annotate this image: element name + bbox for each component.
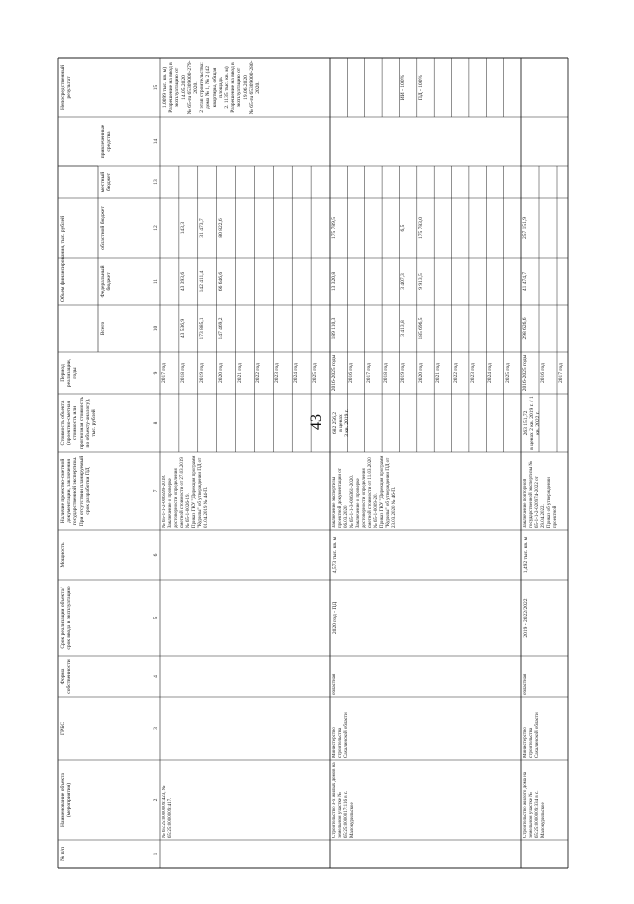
row1-federal: 43 393,6 — [179, 271, 186, 292]
row2-total-label: 2016-2025 годы — [331, 354, 337, 392]
row3-form: областная — [523, 673, 528, 695]
header-col-other: привлеченные средства — [100, 124, 113, 159]
row1-total: 173 885,1 — [198, 317, 205, 340]
row3-capacity: 1,492 тыс. кв. м — [523, 536, 529, 574]
column-number: 9 — [153, 371, 159, 375]
row2-result2: ПД - 100% — [417, 74, 424, 101]
row2-form: областная — [332, 673, 337, 695]
row2-year: 2023 год — [469, 363, 476, 383]
page-number: 43 — [308, 414, 325, 430]
column-number: 8 — [153, 421, 159, 425]
column-number: 10 — [153, 325, 159, 332]
row3-total-regional: 257 151,9 — [522, 217, 528, 239]
row3-period: 2019 - 2022/2022 — [523, 598, 529, 638]
row1-result: 1.0099 тыс. кв. м) Разрешение на ввод в эксплуатацию от 14.05.2020 № 65-ru 65309000-279-2020. 2 этап строительства: дома № 1, № 2 (42 квартиры, общая площадь 2. 1135 тыс. кв. м) Разрешение на ввод в эксплуатацию от 19.06.2020 № 65-ru 65309000-280-2020. — [162, 60, 262, 115]
column-number: 15 — [153, 84, 159, 91]
column-number: 3 — [153, 727, 159, 730]
row2-year: 2019 год — [400, 363, 407, 383]
header-col-regional: областной бюджет — [100, 206, 106, 250]
header-col-capacity: Мощность — [60, 542, 66, 568]
row2-year: 2020 год — [417, 363, 424, 383]
row1-year: 2022 год — [255, 363, 262, 383]
row2-year: 2017 год — [365, 363, 372, 383]
header-col-funding: Объем финансирования, тыс. рублей — [60, 215, 66, 303]
row1-year: 2020 год — [217, 363, 224, 383]
row2-expertise: Заключение экспертизы проектной документации от 06.03.2020 № 65-1-1-3-006361-2020. Заключение о проверке достоверности определения сметной стоимости от 11.03.2020 № 65-1-0009-20. Приказ ГКУ "Дирекция программ "Курилы" об утверждении ПД от 23.03.2020 № 46-П. — [332, 455, 397, 528]
header-col-form: Форма собственности — [60, 659, 73, 694]
row2-period: 2020 год - ПД — [332, 601, 338, 635]
row2-federal: 9 913,5 — [417, 273, 424, 290]
row2-year: 2024 год — [487, 363, 494, 383]
row2-cost: 682 256,2 в ценах 3 кв. 2019 г. — [332, 409, 351, 437]
row2-regional: 175 783,0 — [417, 217, 424, 239]
column-number: 14 — [153, 138, 159, 145]
row2-total: 3 413,8 — [400, 320, 407, 337]
header-col-period: Срок реализации объекта/ срок ввода в эксплуатацию — [60, 586, 73, 650]
header-col-result: Непосредственный результат — [60, 65, 73, 110]
row2-year: 2018 год — [383, 363, 390, 383]
row2-total: 185 696,5 — [417, 317, 424, 340]
row2-year: 2016 год — [348, 363, 355, 383]
row1-year: 2025 год — [312, 363, 319, 383]
row1-total: 147 469,2 — [217, 317, 224, 340]
row1-year: 2017 год — [161, 363, 167, 383]
row3-total: 298 626,6 — [522, 317, 528, 340]
row3-grbs: Министерство строительства Сахалинской области — [523, 712, 540, 758]
row1-federal: 142 411,4 — [198, 270, 205, 293]
row1-total: 43 536,9 — [179, 318, 186, 339]
row1-regional: 31 473,7 — [198, 218, 205, 238]
row1-year: 2021 год — [236, 363, 243, 383]
row2-name: Строительство 3-х жилых домов на земельном участке № 65:25:0000017:116 в с. Малокурильское — [332, 762, 355, 838]
column-number: 12 — [153, 225, 159, 231]
row3-total-federal: 41 474,7 — [522, 271, 528, 292]
row2-total-regional: 175 789,5 — [331, 217, 337, 239]
row2-total-federal: 13 320,8 — [331, 271, 337, 292]
row3-expertise: Заключение повторной государственной экспертизы № 65-1-1-2-020974-2022 от 29.04.2022. Приказ об утверждении проектной — [523, 460, 558, 528]
row3-year: 2016 год — [540, 363, 546, 383]
header-col-local: местный бюджет — [100, 171, 113, 193]
row3-year: 2017 год — [558, 363, 564, 383]
header-col-federal: Федеральный бюджет — [100, 265, 113, 298]
column-number: 11 — [153, 278, 159, 285]
row2-regional: 6,5 — [400, 224, 407, 232]
column-number: 1 — [153, 852, 159, 856]
header-col-name: Наименование объекта (мероприятия) — [60, 773, 73, 827]
column-number: 7 — [153, 489, 159, 493]
row1-year: 2024 год — [293, 363, 300, 383]
row1-year: 2019 год — [198, 363, 205, 383]
column-number: 4 — [153, 675, 159, 678]
row3-total-label: 2016-2025 годы — [522, 354, 528, 392]
row2-capacity: 4,573 тыс. кв. м — [332, 536, 338, 574]
row2-year: 2025 год — [504, 363, 511, 383]
header-col-grbs: ГРБС — [60, 721, 66, 736]
row2-total: 189 110,3 — [331, 317, 337, 340]
row2-year: 2022 год — [452, 363, 459, 383]
column-number: 2 — [153, 798, 159, 802]
row3-cost: 263 151,72 в ценах 2 кв. 2019 г. / 1 кв. 2022 г. — [523, 396, 542, 450]
row1-year: 2018 год — [179, 363, 186, 383]
column-number: 13 — [153, 179, 159, 185]
row3-name: Строительство жилого дома на земельном участке № 65:25:0000009:334 в с. Малокурильское — [523, 771, 546, 838]
row1-regional: 80 822,6 — [217, 218, 224, 238]
header-col-year: Период реализации, годы — [60, 358, 79, 388]
header-col-expertise: Наличие проектно-сметной документации, заключения государственной экспертизы. При отсутствии планируемый срок разработки ПД — [60, 455, 91, 527]
row2-result1: ИИ - 100% — [400, 74, 407, 101]
row2-year: 2021 год — [435, 363, 442, 383]
column-number: 5 — [153, 616, 159, 620]
header-col-num: № п/п — [60, 846, 66, 862]
header-col-total: Всего — [100, 321, 106, 336]
row1-expertise: № 65-1-1-2-006599-2018. Заключение о проверке достоверности определения сметной стоимости от 27.03.2019 № 65-1-0026-19. Приказ ГКУ "Дирекция программ "Курилы" об утверждении ПД от 01.04.2019 № 44-П. — [162, 455, 209, 528]
row1-year: 2023 год — [274, 363, 281, 383]
header-col-cost: Стоимость объекта (проектно-сметная стоимость или прогнозная стоимость по объекту-аналогу), тыс. рублей — [60, 396, 98, 450]
row1-name: № 65:25:0000009:423, № 65:25:0000009:417. — [162, 785, 173, 838]
row1-regional: 143,3 — [179, 221, 186, 235]
row1-federal: 66 646,6 — [217, 271, 224, 292]
row2-federal: 3 407,3 — [400, 273, 407, 290]
column-number: 6 — [153, 553, 159, 557]
row2-grbs: Министерство строительства Сахалинской области — [332, 712, 349, 758]
